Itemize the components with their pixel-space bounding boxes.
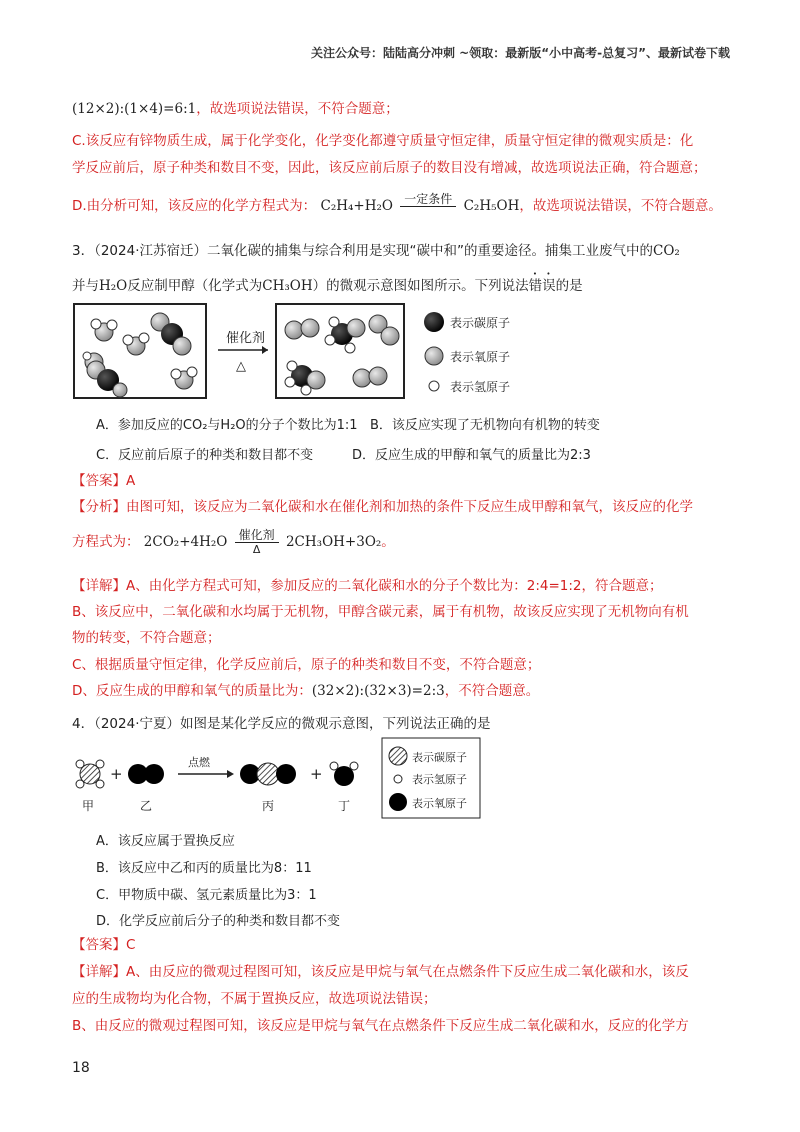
prev-option-d: D.由分析可知，该反应的化学方程式为： C₂H₄+H₂O 一定条件 C₂H₅OH，故选项说法错误，不符合题意。 (72, 192, 722, 220)
legend-oxygen-icon (425, 347, 443, 365)
equation-right: C₂H₅OH (463, 198, 520, 214)
label-bing: 丙 (262, 799, 275, 813)
plus-sign: + (310, 765, 323, 783)
legend-oxygen: 表示氧原子 (412, 797, 467, 810)
q3-detail-a: 【详解】A、由化学方程式可知，参加反应的二氧化碳和水的分子个数比为：2:4=1:2，符合题意； (72, 578, 663, 594)
equation-condition: 一定条件 (400, 192, 456, 220)
oxygen-molecule (369, 315, 399, 345)
methanol-molecule (325, 317, 365, 353)
emphasis-word: 错误 (528, 278, 556, 294)
q4-answer: 【答案】C (72, 937, 136, 953)
q4-option-d: D．化学反应前后分子的种类和数目都不变 (96, 914, 341, 929)
q4-option-b: B．该反应中乙和丙的质量比为8：11 (96, 861, 312, 876)
legend-carbon: 表示碳原子 (450, 316, 511, 330)
page-number: 18 (72, 1060, 90, 1076)
q4-option-c: C．甲物质中碳、氢元素质量比为3：1 (96, 888, 317, 903)
q4-stem: 4．（2024·宁夏）如图是某化学反应的微观示意图，下列说法正确的是 (72, 716, 491, 732)
legend-hydrogen: 表示氢原子 (450, 380, 511, 394)
q3-eq-right: 2CH₃OH+3O₂ (285, 534, 382, 550)
co2-molecule (87, 361, 127, 397)
q4-micro-diagram (72, 736, 512, 824)
co2-molecule (151, 313, 191, 355)
label-jia: 甲 (82, 799, 95, 813)
prev-option-c-line1: C.该反应有锌物质生成，属于化学变化，化学变化都遵守质量守恒定律，质量守恒定律的微观实质是：化 (72, 133, 694, 149)
q3-answer: 【答案】A (72, 473, 136, 489)
oxygen-molecule (285, 319, 319, 339)
heat-symbol: △ (236, 359, 246, 374)
water-molecule (171, 367, 197, 389)
q3-analysis-line2: 方程式为： 2CO₂+4H₂O $\frac{\text{催化剂}}{\Delta}$ 2CH₃OH+3O₂。 (72, 528, 395, 556)
legend-oxygen: 表示氧原子 (450, 350, 511, 364)
co2-molecule (240, 763, 296, 785)
q3-option-c: C．反应前后原子的种类和数目都不变 (96, 448, 314, 463)
q3-option-d: D．反应生成的甲醇和氧气的质量比为2:3 (352, 448, 591, 463)
q3-eq-condition: $\frac{\text{催化剂}}{\Delta}$ (235, 528, 279, 556)
q3-option-a: A．参加反应的CO₂与H₂O的分子个数比为1:1 (96, 418, 358, 433)
water-molecule (330, 762, 358, 786)
equation-left: C₂H₄+H₂O (320, 198, 393, 214)
ratio-math: (12×2):(1×4)=6:1 (72, 101, 197, 117)
oxygen-molecule (128, 764, 164, 784)
ignite-label: 点燃 (188, 756, 210, 769)
page-header: 关注公众号：陆陆高分冲刺 ~领取：最新版“小中高考-总复习”、最新试卷下载 (311, 46, 730, 60)
q3-detail-b2: 物的转变，不符合题意； (72, 630, 221, 646)
q3-option-b: B．该反应实现了无机物向有机物的转变 (370, 418, 600, 433)
q3-stem-line2: 并与H₂O反应制甲醇（化学式为CH₃OH）的微观示意图如图所示。下列说法错误的是 (72, 278, 583, 294)
q4-detail-a1: 【详解】A、由反应的微观过程图可知，该反应是甲烷与氧气在点燃条件下反应生成二氧化碳和水，该反 (72, 964, 689, 980)
plus-sign: + (110, 765, 123, 783)
q3-stem-line1: 3．（2024·江苏宿迁）二氧化碳的捕集与综合利用是实现“碳中和”的重要途径。捕集工业废气中的CO₂ (72, 243, 680, 259)
q3-micro-diagram (72, 300, 592, 405)
water-molecule (91, 319, 117, 341)
legend-carbon-icon (424, 312, 444, 332)
legend-hydrogen-icon (429, 381, 439, 391)
q4-detail-a2: 应的生成物均为化合物，不属于置换反应，故选项说法错误； (72, 991, 437, 1007)
oxygen-molecule (353, 367, 387, 387)
q3-detail-b1: B、该反应中，二氧化碳和水均属于无机物，甲醇含碳元素，属于有机物，故该反应实现了无机物向有机 (72, 604, 689, 620)
q4-detail-b1: B、由反应的微观过程图可知，该反应是甲烷与氧气在点燃条件下反应生成二氧化碳和水，反应的化学方 (72, 1018, 689, 1034)
q4-option-a: A．该反应属于置换反应 (96, 834, 235, 849)
label-yi: 乙 (140, 799, 153, 813)
legend-hydrogen-icon (394, 775, 402, 783)
q3-detail-c: C、根据质量守恒定律，化学反应前后，原子的种类和数目不变，不符合题意； (72, 657, 541, 673)
q3-detail-d-math: (32×2):(32×3)=2:3 (311, 683, 445, 699)
q3-eq-left: 2CO₂+4H₂O (143, 534, 228, 550)
q3-analysis-line1: 【分析】由图可知，该反应为二氧化碳和水在催化剂和加热的条件下反应生成甲醇和氧气，该反应的化学 (72, 499, 693, 515)
label-ding: 丁 (338, 799, 351, 813)
methanol-molecule (285, 361, 325, 395)
legend-carbon-icon (389, 747, 407, 765)
prev-line-1: (12×2):(1×4)=6:1，故选项说法错误，不符合题意； (72, 101, 399, 117)
water-molecule (123, 333, 149, 355)
q3-detail-d: D、反应生成的甲醇和氧气的质量比为：(32×2):(32×3)=2:3，不符合题意。 (72, 683, 540, 699)
methane-molecule (76, 760, 104, 788)
prev-option-c-line2: 学反应前后，原子种类和数目不变，因此，该反应前后原子的数目没有增减，故选项说法正确，符合题意； (72, 160, 707, 176)
legend-oxygen-icon (389, 793, 407, 811)
legend-carbon: 表示碳原子 (412, 751, 467, 764)
legend-hydrogen: 表示氢原子 (412, 773, 467, 786)
catalyst-label: 催化剂 (226, 331, 266, 346)
